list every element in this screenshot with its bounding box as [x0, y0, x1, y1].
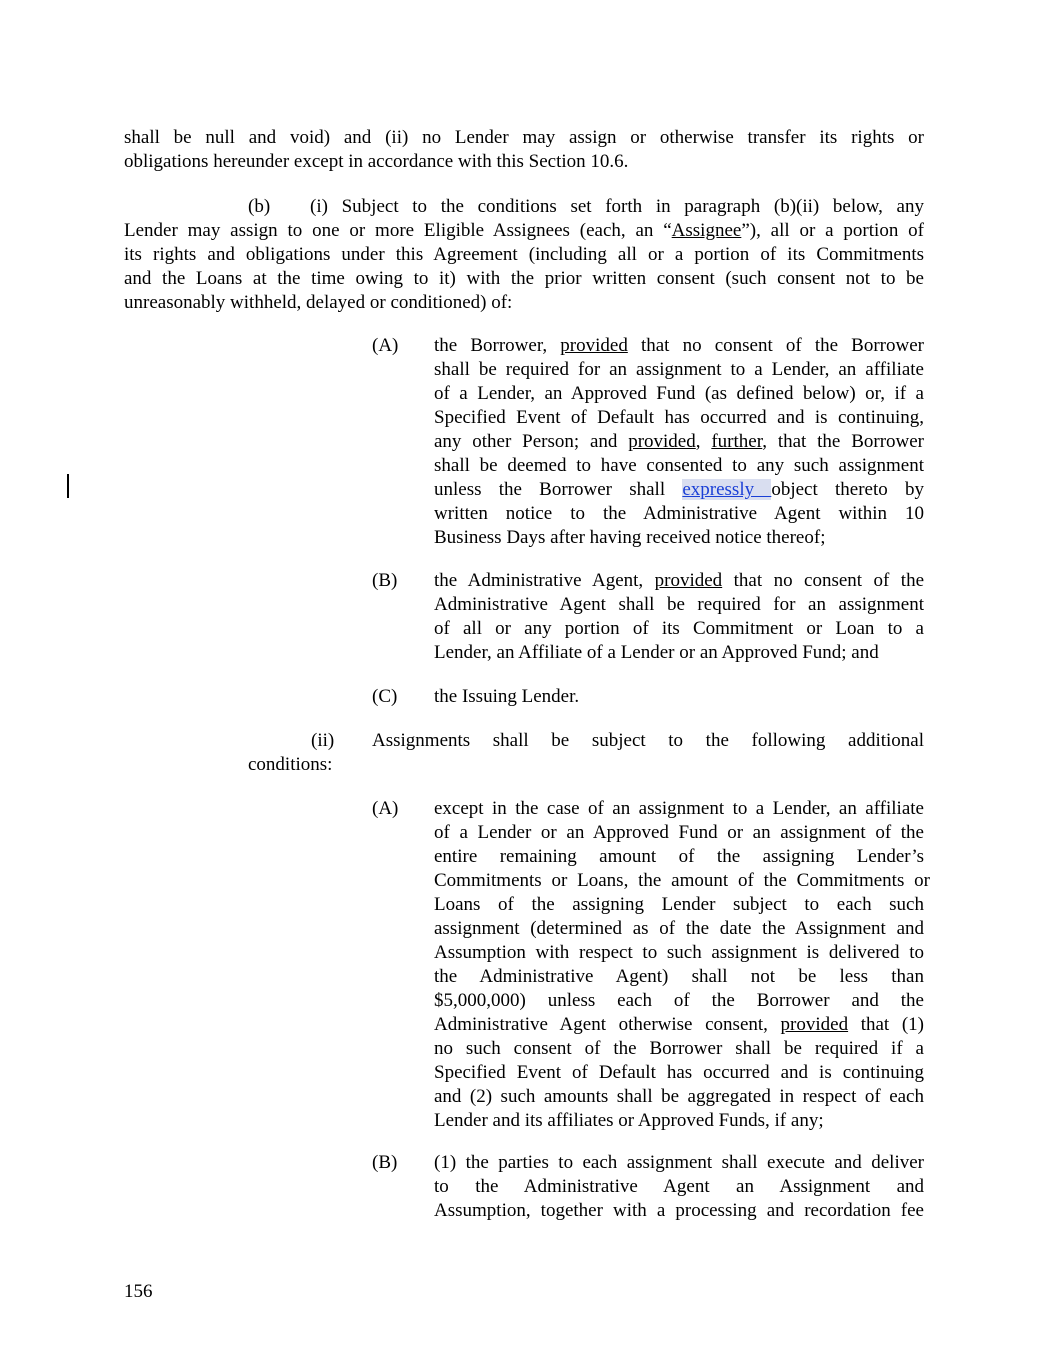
provided-term: provided: [654, 570, 723, 591]
para-ii-line1: Assignments shall be subject to the following additional: [372, 730, 924, 751]
para-b-line: Lender may assign to one or more Eligible Assignees (each, an “Assignee”), all or a portion of: [124, 220, 924, 241]
intro-line: shall be null and void) and (ii) no Lender may assign or otherwise transfer its rights or: [124, 127, 924, 148]
consent-b-label: (B): [372, 570, 398, 591]
defined-term-assignee: Assignee: [671, 220, 742, 241]
para-b-line: its rights and obligations under this Agreement (including all or a portion of its Commitments: [124, 244, 924, 265]
consent-c-label: (C): [372, 686, 398, 707]
cond-a-text: except in the case of an assignment to a Lender, an affiliate of a Lender or an Approved Fund or an assignment of the entire remaining amount of the assigning Lender’s Commitments or Loans, the amount of the Commitments or Loans of the assigning Lender subject to each such assignment (determined as of the date the Assignment and Assumption with respect to such assignment is delivered to the Administrative Agent) shall not be less than $5,000,000) unless each of the Borrower and the Administrative Agent otherwise consent, provided that (1) no such consent of the Borrower shall be required if a Specified Event of Default has occurred and is continuing and (2) such amounts shall be aggregated in respect of each Lender and its affiliates or Approved Funds, if any;: [434, 798, 930, 1131]
consent-a-text: the Borrower, provided that no consent of the Borrower shall be required for an assignment to a Lender, an affiliate of a Lender, an Approved Fund (as defined below) or, if a Specified Event of Default has occurred and is continuing, any other Person; and provided, further, that the Borrower shall be deemed to have consented to any such assignment unless the Borrower shall expressly object thereto by written notice to the Administrative Agent within 10 Business Days after having received notice thereof;: [434, 335, 924, 548]
page-number: 156: [124, 1281, 153, 1302]
para-ii-label: (ii): [311, 730, 335, 751]
provided-term: provided: [780, 1014, 849, 1035]
cond-b-label: (B): [372, 1152, 398, 1173]
para-b-label: (b): [248, 196, 271, 217]
para-b-line: unreasonably withheld, delayed or conditioned) of:: [124, 292, 513, 313]
consent-b-text: the Administrative Agent, provided that no consent of the Administrative Agent shall be required for an assignment of all or any portion of its Commitment or Loan to a Lender, an Affiliate of a Lender or an Approved Fund; and: [434, 570, 925, 663]
cond-a-label: (A): [372, 798, 399, 819]
intro-paragraph: [124, 126, 924, 174]
text-cursor: [67, 474, 69, 498]
cond-b-text: (1) the parties to each assignment shall execute and deliver to the Administrative Agent an Assignment and Assumption, together with a processing and recordation fee: [434, 1152, 924, 1221]
consent-a-label: (A): [372, 335, 399, 356]
intro-line: obligations hereunder except in accordance with this Section 10.6.: [124, 151, 629, 172]
para-b-first-line: [310, 195, 924, 219]
para-b-body: [124, 219, 924, 315]
para-b-line: and the Loans at the time owing to it) with the prior written consent (such consent not to be: [124, 268, 924, 289]
further-term: further: [711, 431, 763, 452]
provided-term: provided: [628, 431, 696, 452]
para-ii-line2: conditions:: [248, 754, 333, 775]
expressly-link[interactable]: expressly: [682, 479, 772, 500]
para-b-line: (i) Subject to the conditions set forth in paragraph (b)(ii) below, any: [310, 196, 924, 217]
provided-term: provided: [560, 335, 628, 356]
consent-c-text: the Issuing Lender.: [434, 686, 580, 707]
